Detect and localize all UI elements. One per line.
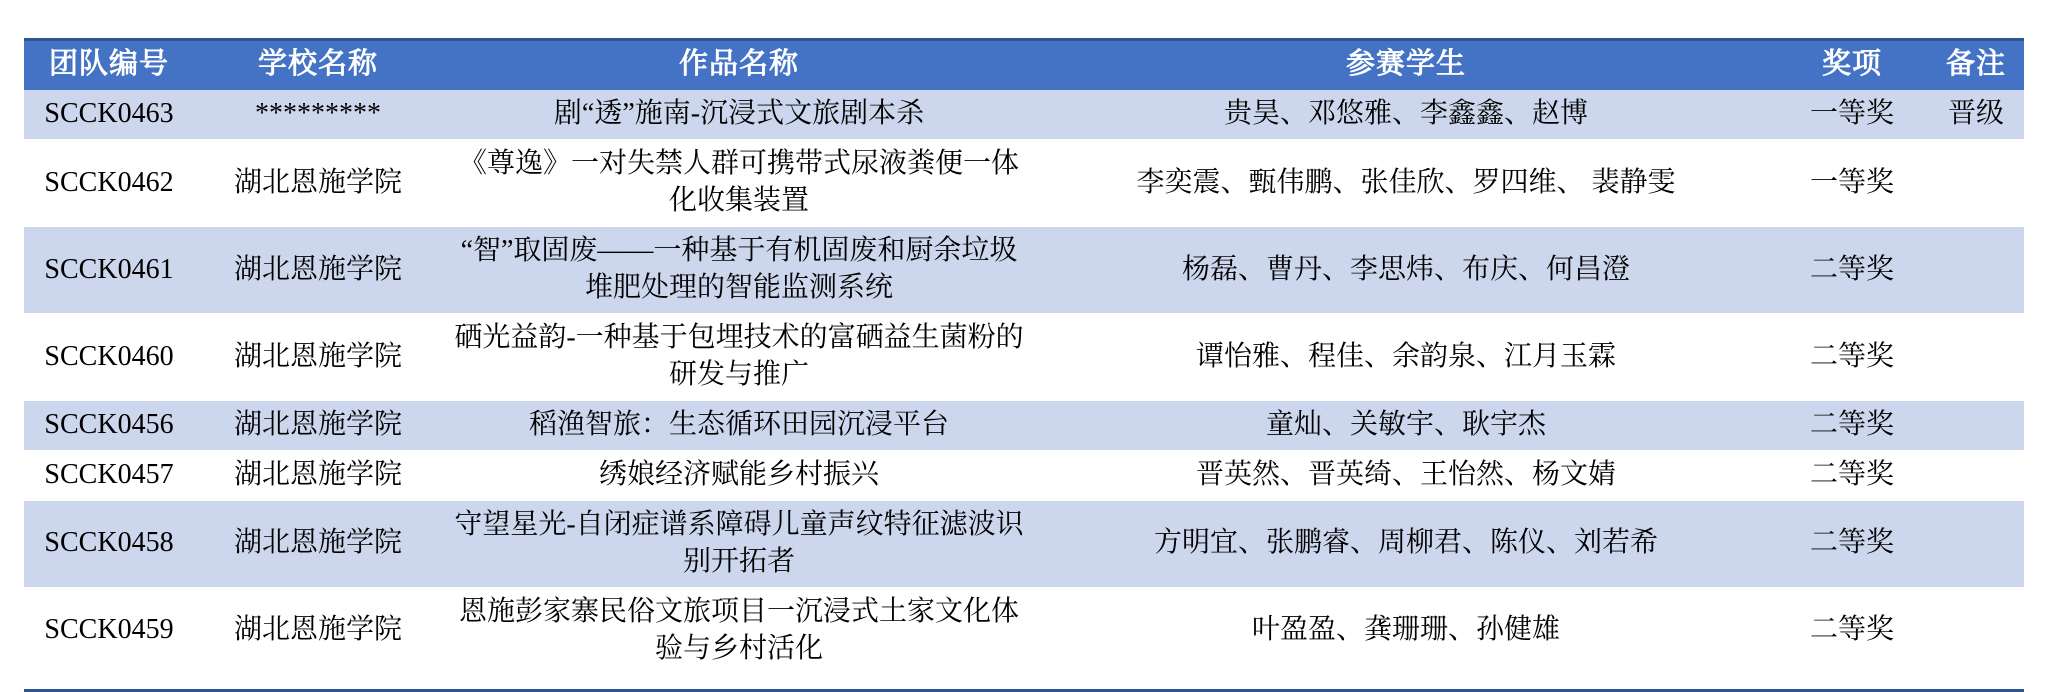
cell-team-id: SCCK0458 — [24, 500, 194, 587]
column-header-school: 学校名称 — [194, 40, 442, 91]
cell-team-id: SCCK0456 — [24, 401, 194, 451]
cell-students: 杨磊、曹丹、李思炜、布庆、何昌澄 — [1036, 227, 1776, 314]
table-row — [24, 587, 2024, 674]
cell-students: 方明宜、张鹏睿、周柳君、陈仪、刘若希 — [1036, 500, 1776, 587]
cell-award: 二等奖 — [1776, 314, 1928, 401]
cell-work: “智”取固废——一种基于有机固废和厨余垃圾堆肥处理的智能监测系统 — [442, 227, 1036, 314]
cell-team-id: SCCK0461 — [24, 227, 194, 314]
award-list-table — [24, 38, 2024, 675]
column-header-note: 备注 — [1928, 40, 2024, 91]
cell-students: 晋英然、晋英绮、王怡然、杨文婧 — [1036, 450, 1776, 500]
cell-school: 湖北恩施学院 — [194, 401, 442, 451]
cell-work: 稻渔智旅：生态循环田园沉浸平台 — [442, 401, 1036, 451]
cell-note: 晋级 — [1928, 90, 2024, 139]
cell-work: 硒光益韵-一种基于包埋技术的富硒益生菌粉的研发与推广 — [442, 314, 1036, 401]
cell-work: 绣娘经济赋能乡村振兴 — [442, 450, 1036, 500]
table-row — [24, 90, 2024, 139]
cell-school: 湖北恩施学院 — [194, 140, 442, 227]
cell-work: 恩施彭家寨民俗文旅项目一沉浸式土家文化体验与乡村活化 — [442, 587, 1036, 674]
cell-school: 湖北恩施学院 — [194, 227, 442, 314]
cell-work: 剧“透”施南-沉浸式文旅剧本杀 — [442, 90, 1036, 139]
cell-school: 湖北恩施学院 — [194, 314, 442, 401]
cell-note — [1928, 140, 2024, 227]
table-row — [24, 450, 2024, 500]
column-header-students: 参赛学生 — [1036, 40, 1776, 91]
column-header-award: 奖项 — [1776, 40, 1928, 91]
column-header-work: 作品名称 — [442, 40, 1036, 91]
cell-school: ********* — [194, 90, 442, 139]
cell-award: 二等奖 — [1776, 227, 1928, 314]
cell-note — [1928, 227, 2024, 314]
table-row — [24, 500, 2024, 587]
cell-award: 二等奖 — [1776, 401, 1928, 451]
cell-award: 一等奖 — [1776, 140, 1928, 227]
cell-work: 守望星光-自闭症谱系障碍儿童声纹特征滤波识别开拓者 — [442, 500, 1036, 587]
cell-note — [1928, 450, 2024, 500]
cell-students: 贵昊、邓悠雅、李鑫鑫、赵博 — [1036, 90, 1776, 139]
table-header — [24, 40, 2024, 91]
cell-team-id: SCCK0460 — [24, 314, 194, 401]
table-row — [24, 314, 2024, 401]
cell-award: 二等奖 — [1776, 587, 1928, 674]
cell-work: 《尊逸》一对失禁人群可携带式尿液粪便一体化收集装置 — [442, 140, 1036, 227]
cell-award: 二等奖 — [1776, 450, 1928, 500]
cell-team-id: SCCK0462 — [24, 140, 194, 227]
cell-team-id: SCCK0457 — [24, 450, 194, 500]
cell-students: 谭怡雅、程佳、余韵泉、江月玉霖 — [1036, 314, 1776, 401]
cell-school: 湖北恩施学院 — [194, 500, 442, 587]
cell-students: 李奕震、甄伟鹏、张佳欣、罗四维、 裴静雯 — [1036, 140, 1776, 227]
cell-school: 湖北恩施学院 — [194, 587, 442, 674]
cell-students: 叶盈盈、龚珊珊、孙健雄 — [1036, 587, 1776, 674]
table-header-row — [24, 40, 2024, 91]
cell-school: 湖北恩施学院 — [194, 450, 442, 500]
cell-note — [1928, 500, 2024, 587]
cell-award: 一等奖 — [1776, 90, 1928, 139]
cell-note — [1928, 587, 2024, 674]
table-row — [24, 140, 2024, 227]
table-body — [24, 90, 2024, 674]
column-header-team-id: 团队编号 — [24, 40, 194, 91]
cell-note — [1928, 314, 2024, 401]
table-row — [24, 227, 2024, 314]
table-row — [24, 401, 2024, 451]
cell-students: 童灿、关敏宇、耿宇杰 — [1036, 401, 1776, 451]
cell-award: 二等奖 — [1776, 500, 1928, 587]
cell-note — [1928, 401, 2024, 451]
cell-team-id: SCCK0459 — [24, 587, 194, 674]
cell-team-id: SCCK0463 — [24, 90, 194, 139]
